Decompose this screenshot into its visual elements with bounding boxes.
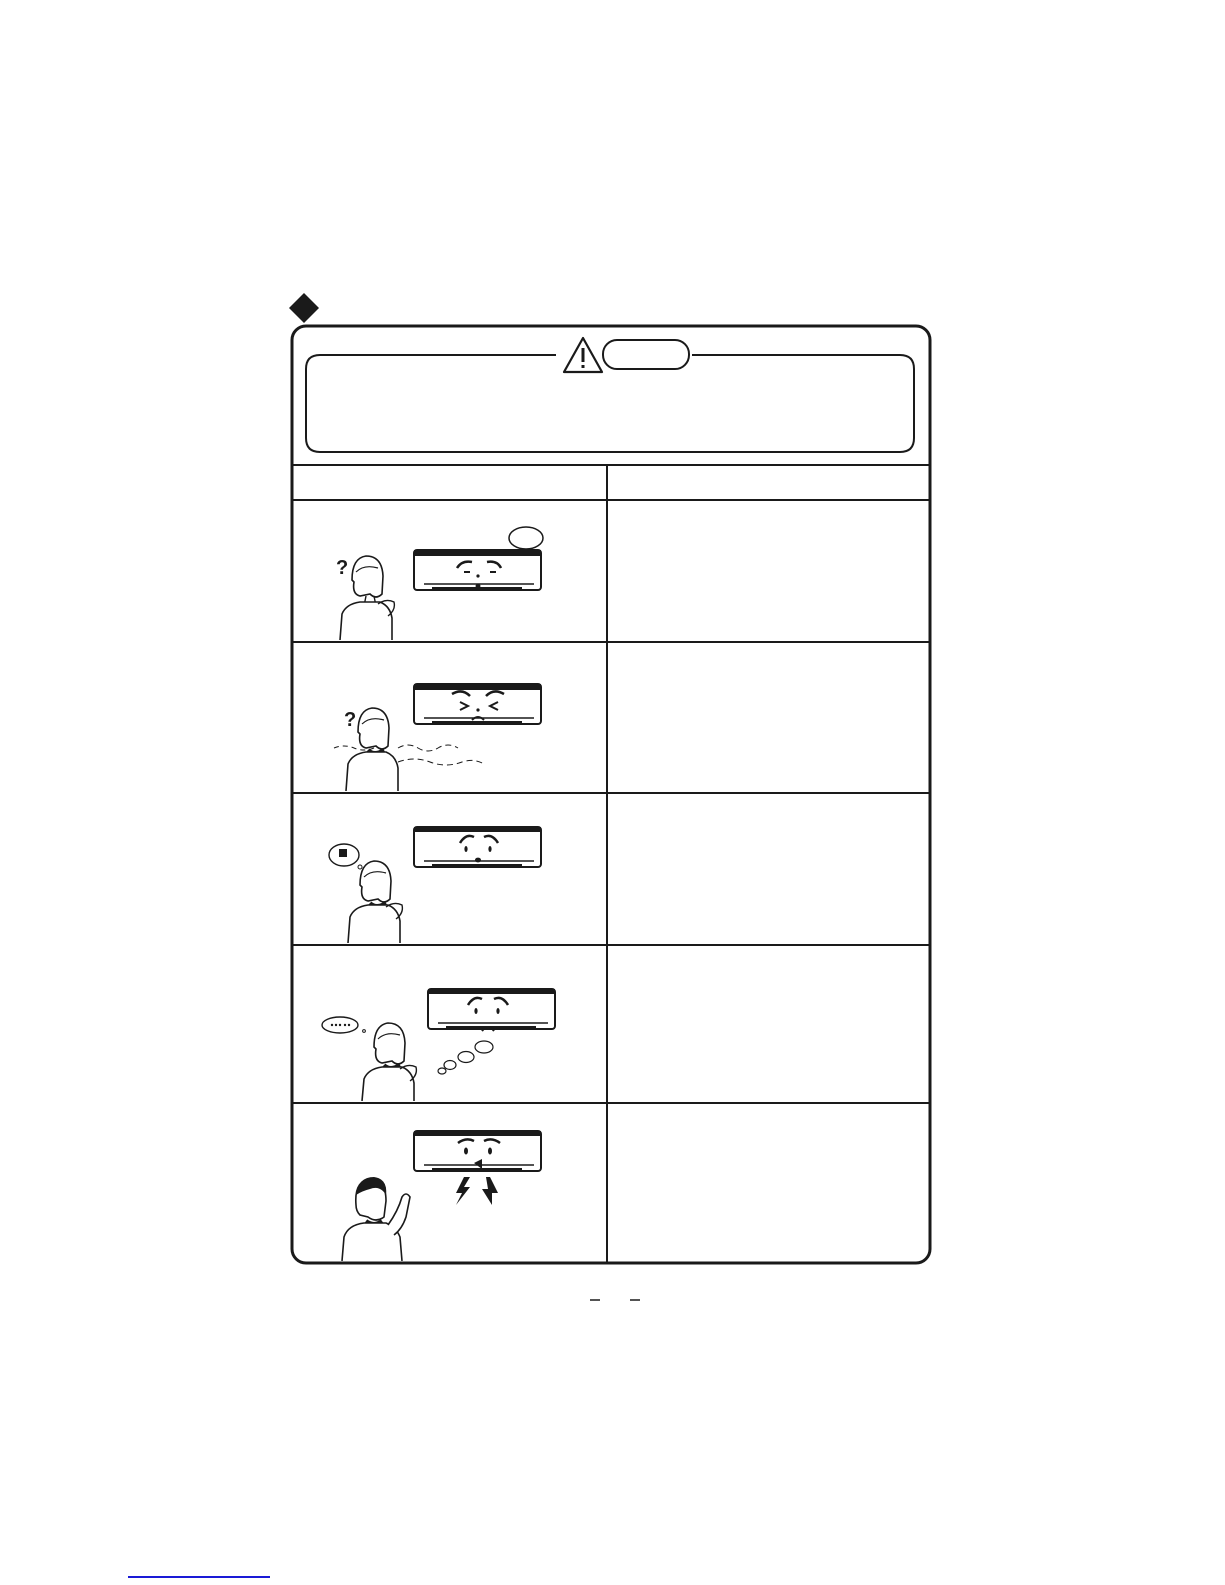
warning-triangle-icon	[562, 336, 604, 374]
table-header-left	[294, 467, 605, 498]
row-description	[620, 957, 916, 1093]
woman-and-unit-with-noise-bubbles-icon	[294, 947, 605, 1101]
table-row	[294, 644, 605, 791]
table-row	[294, 1105, 605, 1261]
svg-text:?: ?	[344, 709, 357, 731]
svg-text:?: ?	[336, 557, 349, 579]
row-description	[620, 1115, 916, 1253]
row-description	[620, 512, 916, 632]
table-row	[294, 502, 605, 640]
notice-body	[322, 380, 898, 440]
page-number-dashes	[586, 1296, 646, 1308]
footer-link[interactable]	[128, 1570, 270, 1578]
table-header-right	[609, 467, 928, 498]
row-description	[620, 654, 916, 784]
puzzled-woman-and-unit-with-airflow-icon	[294, 644, 605, 791]
table-row	[294, 947, 605, 1101]
page-number	[586, 1296, 646, 1308]
puzzled-woman-and-unit-with-speech-bubble-icon	[294, 502, 605, 640]
caution-label-badge	[602, 339, 690, 370]
warning-triangle	[562, 336, 604, 374]
row-description	[620, 805, 916, 935]
man-and-unit-with-sparks-icon	[294, 1105, 605, 1261]
woman-thinking-of-water-and-unit-icon	[294, 795, 605, 943]
table-row	[294, 795, 605, 943]
